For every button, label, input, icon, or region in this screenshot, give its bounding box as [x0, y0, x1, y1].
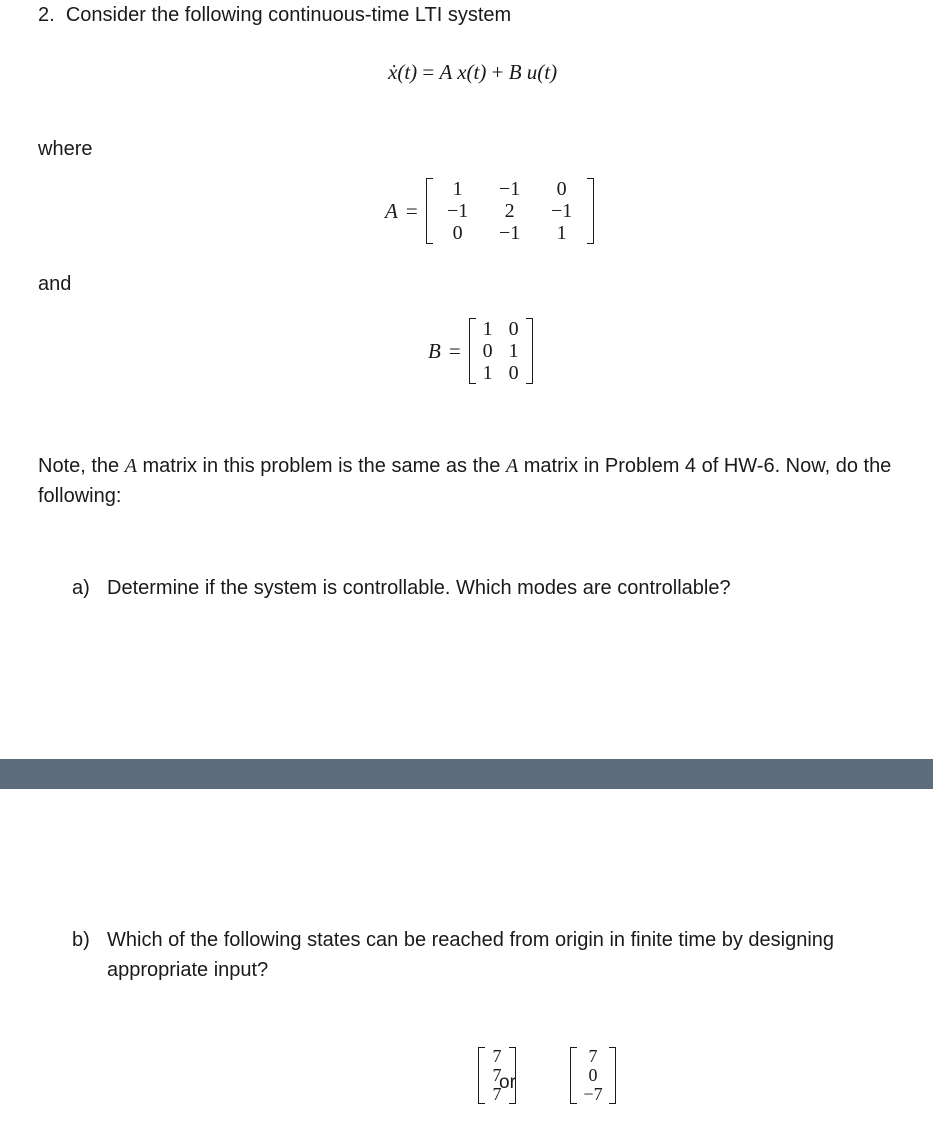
equation-equals: = [422, 60, 435, 84]
problem-number: 2. [38, 4, 55, 26]
part-a-label: a) [72, 577, 90, 599]
vector-2-cell: 0 [588, 1065, 598, 1085]
note-paragraph [38, 451, 918, 511]
matrix-b-row [475, 318, 527, 340]
vector-2-cell: −7 [583, 1084, 603, 1104]
vector-1-cell: 7 [492, 1084, 502, 1104]
and-label: and [38, 273, 72, 295]
matrix-a-cell: 0 [452, 222, 463, 244]
matrix-b-cell: 0 [508, 362, 519, 384]
matrix-a-cell: 1 [452, 178, 463, 200]
part-b-text: Which of the following states can be reached from origin in finite time by designing appropriate input? [107, 929, 835, 981]
or-label: or [499, 1072, 516, 1093]
matrix-b-name: B [428, 338, 441, 363]
matrix-b-row [475, 362, 527, 384]
matrix-a [426, 178, 594, 244]
part-a-text: Determine if the system is controllable. Which modes are controllable? [107, 577, 731, 599]
state-equation [388, 60, 557, 85]
equation-term-ax: A x(t) [439, 60, 487, 84]
matrix-a-block [385, 178, 594, 244]
state-vector-2 [570, 1047, 616, 1104]
matrix-b-equals: = [448, 338, 461, 363]
problem-heading-text: Consider the following continuous-time LTI system [65, 4, 512, 26]
matrix-b-row [475, 340, 527, 362]
matrix-b [469, 318, 533, 384]
part-b-label: b) [72, 929, 90, 951]
note-text-3: matrix in Problem 4 of HW-6. Now, do the following: [38, 455, 892, 507]
vector-1-row [484, 1047, 510, 1066]
matrix-a-cell: 1 [556, 222, 567, 244]
matrix-a-equals: = [405, 198, 418, 223]
problem-heading [38, 0, 511, 30]
matrix-a-cell: 0 [556, 178, 567, 200]
equation-plus: + [491, 60, 504, 84]
vector-2-row [576, 1047, 610, 1066]
vector-2-cell: 7 [588, 1046, 598, 1066]
matrix-b-cell: 1 [508, 340, 519, 362]
matrix-b-cell: 1 [482, 318, 493, 340]
vector-1-cell: 7 [492, 1046, 502, 1066]
matrix-a-cell: −1 [551, 200, 573, 222]
equation-term-bu: B u(t) [508, 60, 558, 84]
section-divider-band [0, 759, 933, 789]
vector-1-cell: 7 [492, 1065, 502, 1085]
matrix-b-cell: 1 [482, 362, 493, 384]
vector-2-row [576, 1066, 610, 1085]
matrix-a-cell: −1 [447, 200, 469, 222]
matrix-a-cell: 2 [504, 200, 515, 222]
note-symbol-a: A [124, 455, 137, 477]
matrix-a-row [432, 222, 588, 244]
vector-2-row [576, 1085, 610, 1104]
note-text-2: matrix in this problem is the same as the [136, 455, 506, 477]
matrix-a-row [432, 200, 588, 222]
equation-lhs: ẋ(t) [388, 60, 418, 84]
matrix-a-cell: −1 [499, 222, 521, 244]
note-text-1: Note, the [38, 455, 125, 477]
matrix-b-cell: 0 [508, 318, 519, 340]
matrix-b-cell: 0 [482, 340, 493, 362]
matrix-b-block [428, 318, 533, 384]
matrix-a-name: A [385, 198, 398, 223]
where-label: where [38, 138, 93, 160]
vector-2 [570, 1047, 616, 1104]
matrix-a-row [432, 178, 588, 200]
note-symbol-a-2: A [505, 455, 519, 477]
matrix-a-cell: −1 [499, 178, 521, 200]
